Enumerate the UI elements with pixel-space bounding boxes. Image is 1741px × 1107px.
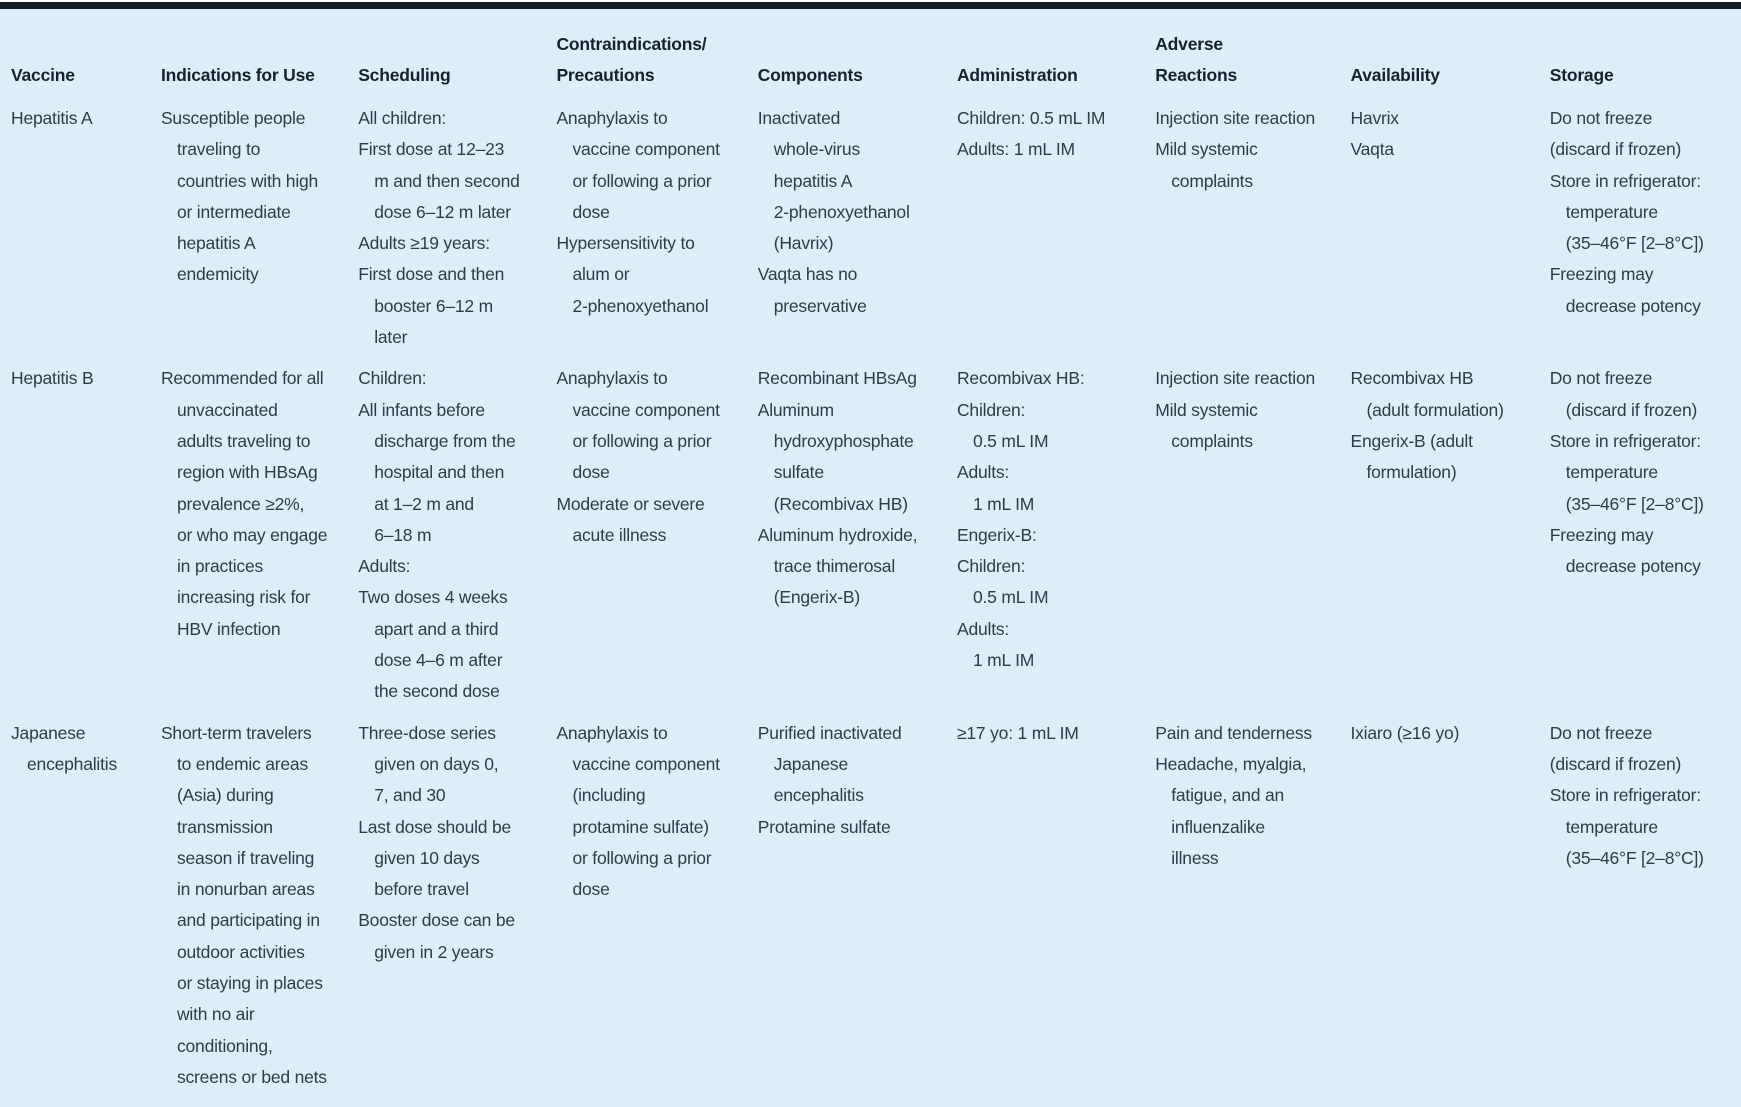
table-body <box>11 103 1741 1103</box>
cell-hepatitis-b-adverse-reactions <box>1155 363 1350 717</box>
cell-line: given on days 0, <box>374 753 499 774</box>
cell-line: Mild systemic <box>1155 139 1258 160</box>
cell-line: vaccine component <box>572 139 720 160</box>
cell-line: Japanese <box>11 722 86 743</box>
cell-line: 2-phenoxyethanol <box>773 201 910 222</box>
cell-line: Aluminum <box>757 399 834 420</box>
cell-hepatitis-b-vaccine <box>11 363 161 717</box>
column-header-line: Components <box>757 65 863 85</box>
cell-line: All infants before <box>358 399 485 420</box>
cell-hepatitis-a-contraindications <box>556 103 757 363</box>
cell-line: decrease potency <box>1565 556 1701 577</box>
cell-line: Children: <box>956 399 1026 420</box>
cell-line: (Havrix) <box>773 233 834 254</box>
cell-line: apart and a third <box>374 618 499 639</box>
cell-hepatitis-a-indications <box>161 103 358 363</box>
cell-line: or following a prior <box>572 170 712 191</box>
cell-line: illness <box>1171 847 1219 868</box>
cell-line: (Asia) during <box>176 785 274 806</box>
cell-line: in practices <box>176 556 264 577</box>
column-header-line: Adverse <box>1155 34 1223 54</box>
cell-line: to endemic areas <box>176 753 308 774</box>
cell-line: traveling to <box>176 139 261 160</box>
cell-line: conditioning, <box>176 1035 273 1056</box>
column-header-administration <box>957 9 1155 103</box>
cell-line: temperature <box>1565 462 1658 483</box>
cell-line: Children: <box>358 368 427 389</box>
cell-japanese-encephalitis-administration <box>957 718 1155 1104</box>
cell-line: (Engerix-B) <box>773 587 861 608</box>
column-header-line: Administration <box>956 65 1078 85</box>
cell-japanese-encephalitis-scheduling <box>358 718 556 1104</box>
cell-line: alum or <box>572 264 630 285</box>
cell-line: HBV infection <box>176 618 281 639</box>
cell-line: Vaqta has no <box>757 264 858 285</box>
column-header-availability <box>1350 9 1549 103</box>
cell-line: countries with high <box>176 170 319 191</box>
cell-line: the second dose <box>374 681 500 702</box>
cell-line: formulation) <box>1366 462 1457 483</box>
cell-hepatitis-a-components <box>758 103 957 363</box>
cell-line: Two doses 4 weeks <box>358 587 508 608</box>
cell-line: given in 2 years <box>374 941 494 962</box>
cell-line: influenzalike <box>1171 816 1265 837</box>
cell-line: temperature <box>1565 816 1658 837</box>
cell-line: Do not freeze <box>1549 368 1653 389</box>
cell-line: and participating in <box>176 910 320 931</box>
cell-line: Susceptible people <box>160 108 306 128</box>
cell-line: Aluminum hydroxide, <box>757 524 918 545</box>
cell-line: 0.5 mL IM <box>972 430 1049 451</box>
cell-line: or intermediate <box>176 201 291 222</box>
cell-hepatitis-a-storage <box>1550 103 1741 363</box>
cell-line: Headache, myalgia, <box>1155 753 1307 774</box>
cell-line: (discard if frozen) <box>1549 753 1682 774</box>
cell-hepatitis-b-contraindications <box>556 363 757 717</box>
cell-line: Store in refrigerator: <box>1549 170 1701 191</box>
cell-line: Short-term travelers <box>160 722 312 743</box>
cell-line: or staying in places <box>176 973 323 994</box>
cell-line: Hepatitis B <box>11 368 94 389</box>
cell-line: Inactivated <box>757 108 841 128</box>
cell-line: Store in refrigerator: <box>1549 430 1701 451</box>
cell-line: temperature <box>1565 201 1658 222</box>
cell-line: dose 6–12 m later <box>374 201 511 222</box>
cell-line: Hypersensitivity to <box>556 233 695 254</box>
cell-line: sulfate <box>773 462 824 483</box>
cell-line: discharge from the <box>374 430 516 451</box>
cell-line: fatigue, and an <box>1171 785 1285 806</box>
cell-japanese-encephalitis-adverse-reactions <box>1155 718 1350 1104</box>
cell-line: (discard if frozen) <box>1549 139 1682 160</box>
cell-line: dose 4–6 m after <box>374 650 503 671</box>
cell-line: encephalitis <box>27 753 118 774</box>
cell-japanese-encephalitis-components <box>758 718 957 1104</box>
cell-line: Injection site reaction <box>1155 108 1316 128</box>
cell-hepatitis-b-indications <box>161 363 358 717</box>
table-row-hepatitis-a <box>11 103 1741 363</box>
cell-line: Do not freeze <box>1549 108 1653 128</box>
cell-line: All children: <box>358 108 447 128</box>
column-header-line: Contraindications/ <box>556 34 707 54</box>
cell-line: 2-phenoxyethanol <box>572 295 709 316</box>
column-header-line: Reactions <box>1155 65 1238 85</box>
cell-line: 7, and 30 <box>374 785 446 806</box>
cell-line: with no air <box>176 1004 255 1025</box>
cell-line: preservative <box>773 295 867 316</box>
header-row <box>11 9 1741 103</box>
cell-line: complaints <box>1171 170 1253 191</box>
cell-line: Mild systemic <box>1155 399 1258 420</box>
column-header-indications <box>161 9 358 103</box>
cell-line: given 10 days <box>374 847 480 868</box>
cell-line: dose <box>572 462 610 483</box>
cell-line: region with HBsAg <box>176 462 318 483</box>
cell-japanese-encephalitis-indications <box>161 718 358 1104</box>
cell-line: Injection site reaction <box>1155 368 1316 389</box>
cell-line: Havrix <box>1350 108 1399 128</box>
column-header-storage <box>1550 9 1741 103</box>
cell-line: later <box>374 327 408 348</box>
table-row-japanese-encephalitis <box>11 718 1741 1104</box>
cell-line: Adults: 1 mL IM <box>956 139 1075 160</box>
cell-line: Japanese <box>773 753 849 774</box>
cell-hepatitis-b-administration <box>957 363 1155 717</box>
cell-line: unvaccinated <box>176 399 278 420</box>
column-header-line: Availability <box>1350 65 1440 85</box>
cell-line: Freezing may <box>1549 524 1654 545</box>
table-top-rule <box>0 2 1741 9</box>
cell-line: Three-dose series <box>358 722 496 743</box>
cell-line: outdoor activities <box>176 941 305 962</box>
cell-line: vaccine component <box>572 753 720 774</box>
cell-line: 0.5 mL IM <box>972 587 1049 608</box>
cell-line: at 1–2 m and <box>374 493 474 514</box>
cell-line: prevalence ≥2%, <box>176 493 305 514</box>
cell-line: 1 mL IM <box>972 493 1035 514</box>
cell-line: m and then second <box>374 170 520 191</box>
cell-hepatitis-b-availability <box>1350 363 1549 717</box>
vaccine-table <box>11 9 1741 1103</box>
cell-line: Adults: <box>956 462 1010 483</box>
cell-line: Engerix-B (adult <box>1350 430 1473 451</box>
cell-line: Purified inactivated <box>757 722 902 743</box>
cell-line: ≥17 yo: 1 mL IM <box>956 722 1079 743</box>
cell-japanese-encephalitis-vaccine <box>11 718 161 1104</box>
column-header-vaccine <box>11 9 161 103</box>
table-row-hepatitis-b <box>11 363 1741 717</box>
cell-hepatitis-a-vaccine <box>11 103 161 363</box>
cell-line: (35–46°F [2–8°C]) <box>1565 493 1704 514</box>
cell-line: whole-virus <box>773 139 861 160</box>
cell-line: (including <box>572 785 646 806</box>
cell-line: Hepatitis A <box>11 108 93 128</box>
cell-japanese-encephalitis-storage <box>1550 718 1741 1104</box>
cell-line: Children: 0.5 mL IM <box>956 108 1106 128</box>
cell-line: Protamine sulfate <box>757 816 891 837</box>
cell-line: Do not freeze <box>1549 722 1653 743</box>
column-header-line: Storage <box>1549 65 1614 85</box>
cell-line: in nonurban areas <box>176 879 315 900</box>
cell-line: protamine sulfate) <box>572 816 709 837</box>
cell-line: (35–46°F [2–8°C]) <box>1565 233 1704 254</box>
cell-line: First dose and then <box>358 264 505 285</box>
cell-line: Booster dose can be <box>358 910 515 931</box>
cell-japanese-encephalitis-availability <box>1350 718 1549 1104</box>
cell-line: acute illness <box>572 524 667 545</box>
cell-line: (adult formulation) <box>1366 399 1504 420</box>
column-header-line: Indications for Use <box>160 65 315 85</box>
cell-line: Vaqta <box>1350 139 1394 160</box>
cell-line: Adults: <box>956 618 1010 639</box>
cell-hepatitis-a-adverse-reactions <box>1155 103 1350 363</box>
cell-line: hepatitis A <box>176 233 256 254</box>
cell-line: screens or bed nets <box>176 1066 327 1087</box>
cell-line: adults traveling to <box>176 430 311 451</box>
cell-line: encephalitis <box>773 785 864 806</box>
cell-line: 1 mL IM <box>972 650 1035 671</box>
cell-line: (35–46°F [2–8°C]) <box>1565 847 1704 868</box>
column-header-line: Vaccine <box>11 65 75 85</box>
cell-line: (discard if frozen) <box>1565 399 1698 420</box>
cell-line: Anaphylaxis to <box>556 108 668 128</box>
cell-line: 6–18 m <box>374 524 432 545</box>
cell-line: increasing risk for <box>176 587 311 608</box>
cell-line: before travel <box>374 879 469 900</box>
cell-line: dose <box>572 201 610 222</box>
cell-line: Freezing may <box>1549 264 1654 285</box>
cell-japanese-encephalitis-contraindications <box>556 718 757 1104</box>
cell-line: endemicity <box>176 264 259 285</box>
cell-hepatitis-b-components <box>758 363 957 717</box>
cell-line: Recombinant HBsAg <box>757 368 917 389</box>
cell-line: Recombivax HB: <box>956 368 1085 389</box>
cell-line: Children: <box>956 556 1026 577</box>
cell-line: Store in refrigerator: <box>1549 785 1701 806</box>
cell-line: hydroxyphosphate <box>773 430 914 451</box>
cell-hepatitis-b-storage <box>1550 363 1741 717</box>
cell-line: Pain and tenderness <box>1155 722 1312 743</box>
cell-line: Recommended for all <box>160 368 324 389</box>
cell-line: Moderate or severe <box>556 493 705 514</box>
cell-line: transmission <box>176 816 273 837</box>
column-header-adverse-reactions <box>1155 9 1350 103</box>
cell-line: or who may engage <box>176 524 328 545</box>
cell-line: Ixiaro (≥16 yo) <box>1350 722 1460 743</box>
cell-line: complaints <box>1171 430 1253 451</box>
cell-line: season if traveling <box>176 847 315 868</box>
cell-line: booster 6–12 m <box>374 295 494 316</box>
column-header-line: Precautions <box>556 65 655 85</box>
cell-hepatitis-a-administration <box>957 103 1155 363</box>
cell-hepatitis-a-availability <box>1350 103 1549 363</box>
cell-line: Adults ≥19 years: <box>358 233 490 254</box>
cell-hepatitis-b-scheduling <box>358 363 556 717</box>
cell-line: Adults: <box>358 556 411 577</box>
column-header-scheduling <box>358 9 556 103</box>
cell-line: trace thimerosal <box>773 556 896 577</box>
cell-line: hepatitis A <box>773 170 853 191</box>
cell-line: Anaphylaxis to <box>556 722 668 743</box>
cell-line: vaccine component <box>572 399 720 420</box>
cell-line: Engerix-B: <box>956 524 1037 545</box>
cell-line: Anaphylaxis to <box>556 368 668 389</box>
cell-line: (Recombivax HB) <box>773 493 908 514</box>
cell-line: or following a prior <box>572 847 712 868</box>
cell-line: hospital and then <box>374 462 505 483</box>
column-header-line: Scheduling <box>358 65 451 85</box>
column-header-contraindications <box>556 9 757 103</box>
cell-line: First dose at 12–23 <box>358 139 505 160</box>
cell-line: or following a prior <box>572 430 712 451</box>
cell-line: Last dose should be <box>358 816 512 837</box>
cell-line: dose <box>572 879 610 900</box>
cell-line: decrease potency <box>1565 295 1701 316</box>
table-header-row <box>11 9 1741 103</box>
cell-hepatitis-a-scheduling <box>358 103 556 363</box>
cell-line: Recombivax HB <box>1350 368 1474 389</box>
column-header-components <box>758 9 957 103</box>
